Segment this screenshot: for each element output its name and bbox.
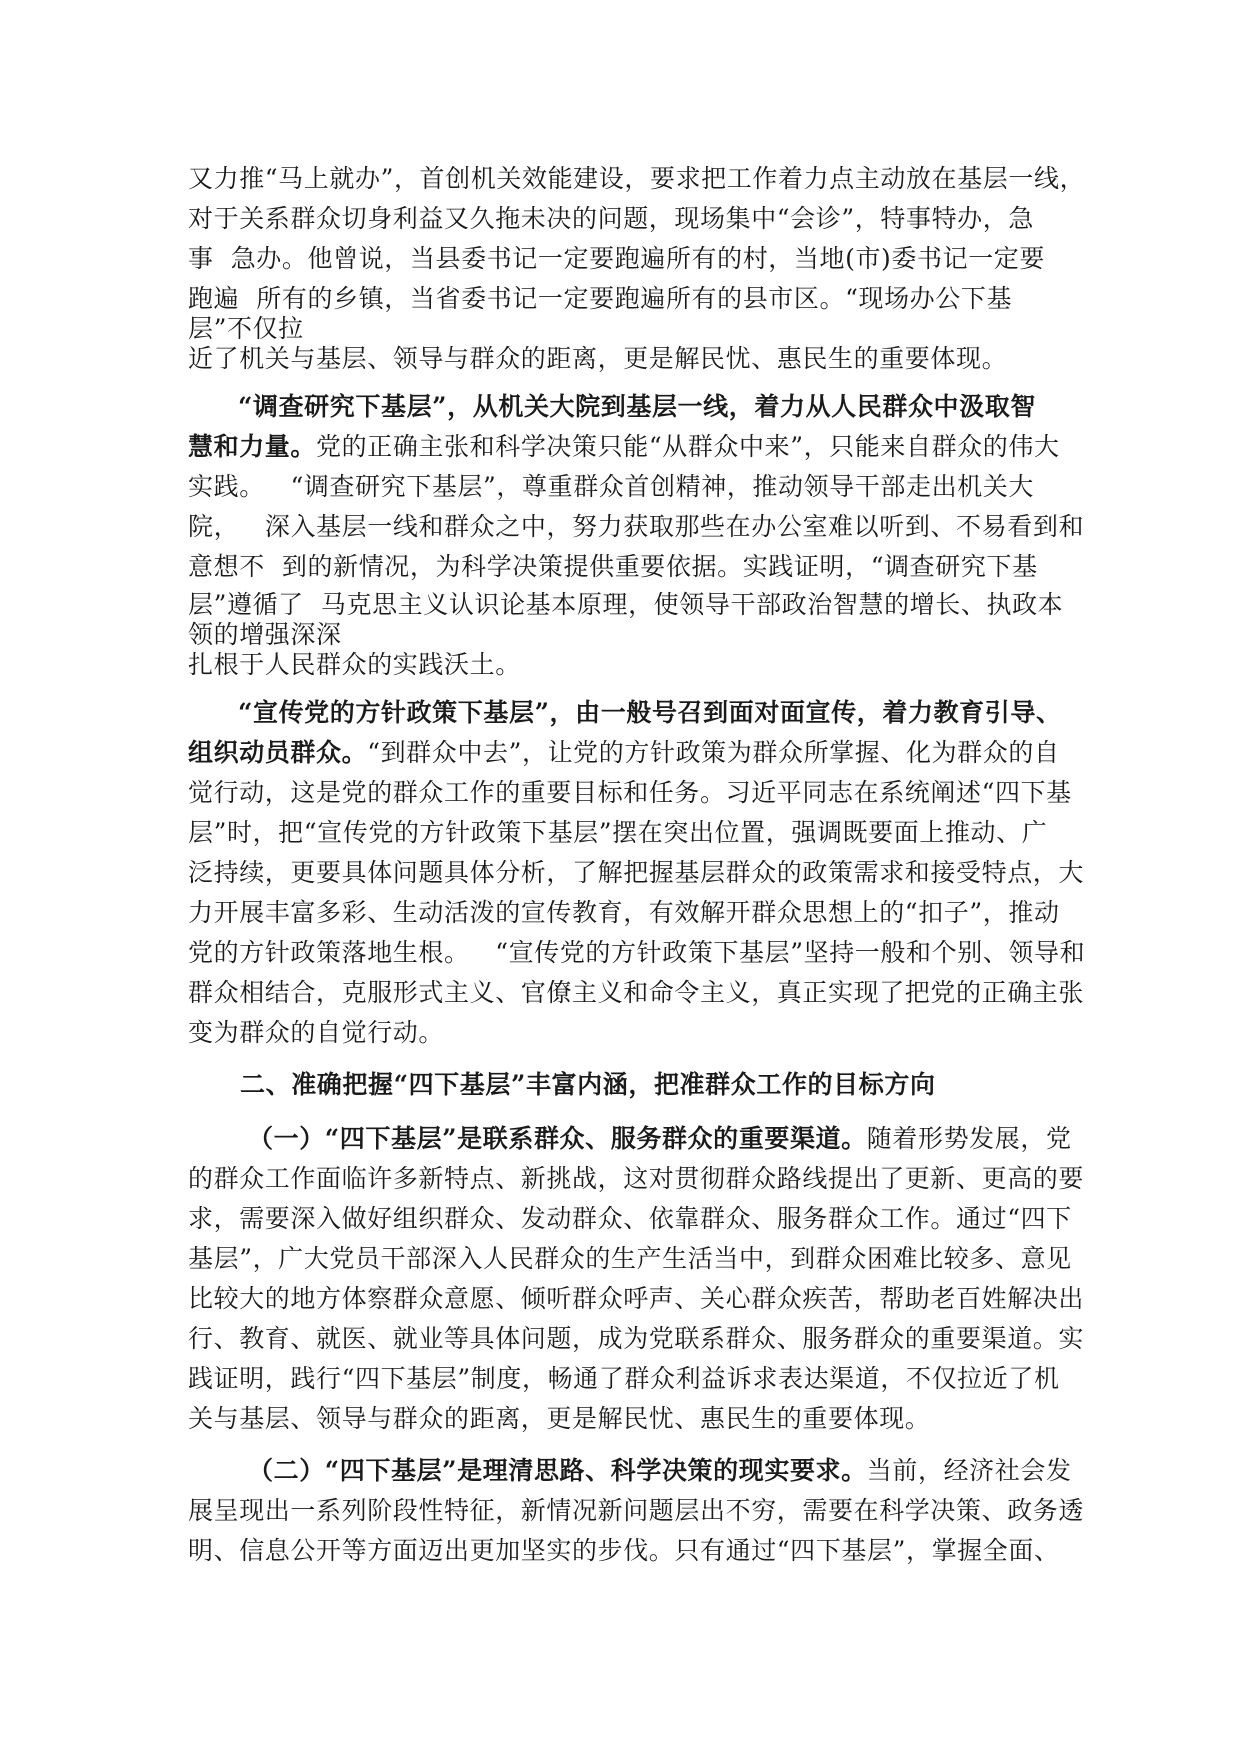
paragraph-5-line-3: 明、信息公开等方面迈出更加坚实的步伐。只有通过“四下基层”，掌握全面、 [188,1536,1060,1565]
paragraph-2-bold-lead: “调查研究下基层”，从机关大院到基层一线，着力从人民群众中汲取智 [238,392,1036,421]
paragraph-3-bold-lead-end: 组织动员群众。 [188,738,368,767]
paragraph-3-line-2-text: “到群众中去”，让党的方针政策为群众所掌握、化为群众的自 [367,738,1060,767]
paragraph-4-line-6: 行、教育、就医、就业等具体问题，成为党联系群众、服务群众的重要渠道。实 [188,1324,1085,1353]
paragraph-4-line-1 [248,1123,1072,1155]
paragraph-3-bold-lead: “宣传党的方针政策下基层”，由一般号召到面对面宣传，着力教育引导、 [238,698,1062,727]
paragraph-5-bold-lead: （二）“四下基层”是理清思路、科学决策的现实要求。 [248,1456,867,1485]
paragraph-2-line-8: 扎根于人民群众的实践沃土。 [188,650,521,679]
paragraph-4-line-7: 践证明，践行“四下基层”制度，畅通了群众利益诉求表达渠道，不仅拉近了机 [188,1364,1060,1393]
paragraph-4-line-5: 比较大的地方体察群众意愿、倾听群众呼声、关心群众疾苦，帮助老百姓解决出 [188,1284,1085,1313]
paragraph-2-line-7: 领的增强深深 [188,620,342,649]
paragraph-5-line-1-text: 当前，经济社会发 [866,1456,1072,1485]
paragraph-5-line-2: 展呈现出一系列阶段性特征，新情况新问题层出不穷，需要在科学决策、政务透 [188,1496,1085,1525]
paragraph-3-line-2 [188,737,1060,769]
paragraph-1-line-4: 跑遍 所有的乡镇，当省委书记一定要跑遍所有的县市区。“现场办公下基 [188,284,1013,313]
paragraph-1-line-2: 对于关系群众切身利益又久拖未决的问题，现场集中“会诊”，特事特办，急 [188,204,1034,233]
paragraph-3-line-6: 力开展丰富多彩、生动活泼的宣传教育，有效解开群众思想上的“扣子”，推动 [188,898,1060,927]
paragraph-4-line-8: 关与基层、领导与群众的距离，更是解民忧、惠民生的重要体现。 [188,1404,931,1433]
paragraph-3-line-3: 觉行动，这是党的群众工作的重要目标和任务。习近平同志在系统阐述“四下基 [188,778,1072,807]
paragraph-3-line-8: 群众相结合，克服形式主义、官僚主义和命令主义，真正实现了把党的正确主张 [188,978,1085,1007]
paragraph-3-line-4: 层”时，把“宣传党的方针政策下基层”摆在突出位置，强调既要面上推动、广 [188,818,1048,847]
paragraph-2-line-5: 意想不 到的新情况，为科学决策提供重要依据。实践证明，“调查研究下基 [188,552,1038,581]
paragraph-1-line-3: 事 急办。他曾说，当县委书记一定要跑遍所有的村，当地(市)委书记一定要 [188,244,1046,273]
paragraph-4-line-4: 基层”，广大党员干部深入人民群众的生产生活当中，到群众困难比较多、意见 [188,1244,1072,1273]
paragraph-2-line-4: 院， 深入基层一线和群众之中，努力获取那些在办公室难以听到、不易看到和 [188,512,1085,541]
section-heading: 二、准确把握“四下基层”丰富内涵，把准群众工作的目标方向 [240,1070,936,1099]
paragraph-5-line-1 [248,1455,1072,1487]
paragraph-1-line-5: 层”不仅拉 [188,314,304,343]
paragraph-2-line-2-text: 党的正确主张和科学决策只能“从群众中来”，只能来自群众的伟大 [316,432,1060,461]
paragraph-2-bold-lead-end: 慧和力量。 [188,432,317,461]
paragraph-4-line-1-text: 随着形势发展，党 [866,1124,1072,1153]
paragraph-3-line-9: 变为群众的自觉行动。 [188,1018,445,1047]
paragraph-3-line-7: 党的方针政策落地生根。 “宣传党的方针政策下基层”坚持一般和个别、领导和 [188,938,1086,967]
paragraph-1-line-6: 近了机关与基层、领导与群众的距离，更是解民忧、惠民生的重要体现。 [188,344,1008,373]
paragraph-4-line-3: 求，需要深入做好组织群众、发动群众、依靠群众、服务群众工作。通过“四下 [188,1204,1072,1233]
paragraph-2-line-3: 实践。 “调查研究下基层”，尊重群众首创精神，推动领导干部走出机关大 [188,472,1035,501]
paragraph-4-bold-lead: （一）“四下基层”是联系群众、服务群众的重要渠道。 [248,1124,867,1153]
paragraph-1-line-1: 又力推“马上就办”，首创机关效能建设，要求把工作着力点主动放在基层一线， [188,164,1086,193]
paragraph-2-line-1 [238,391,1036,423]
paragraph-4-line-2: 的群众工作面临许多新特点、新挑战，这对贯彻群众路线提出了更新、更高的要 [188,1164,1085,1193]
paragraph-2-line-6: 层”遵循了 马克思主义认识论基本原理，使领导干部政治智慧的增长、执政本 [188,590,1064,619]
paragraph-3-line-1 [238,697,1062,729]
paragraph-3-line-5: 泛持续，更要具体问题具体分析，了解把握基层群众的政策需求和接受特点，大 [188,858,1085,887]
paragraph-2-line-2 [188,431,1060,463]
